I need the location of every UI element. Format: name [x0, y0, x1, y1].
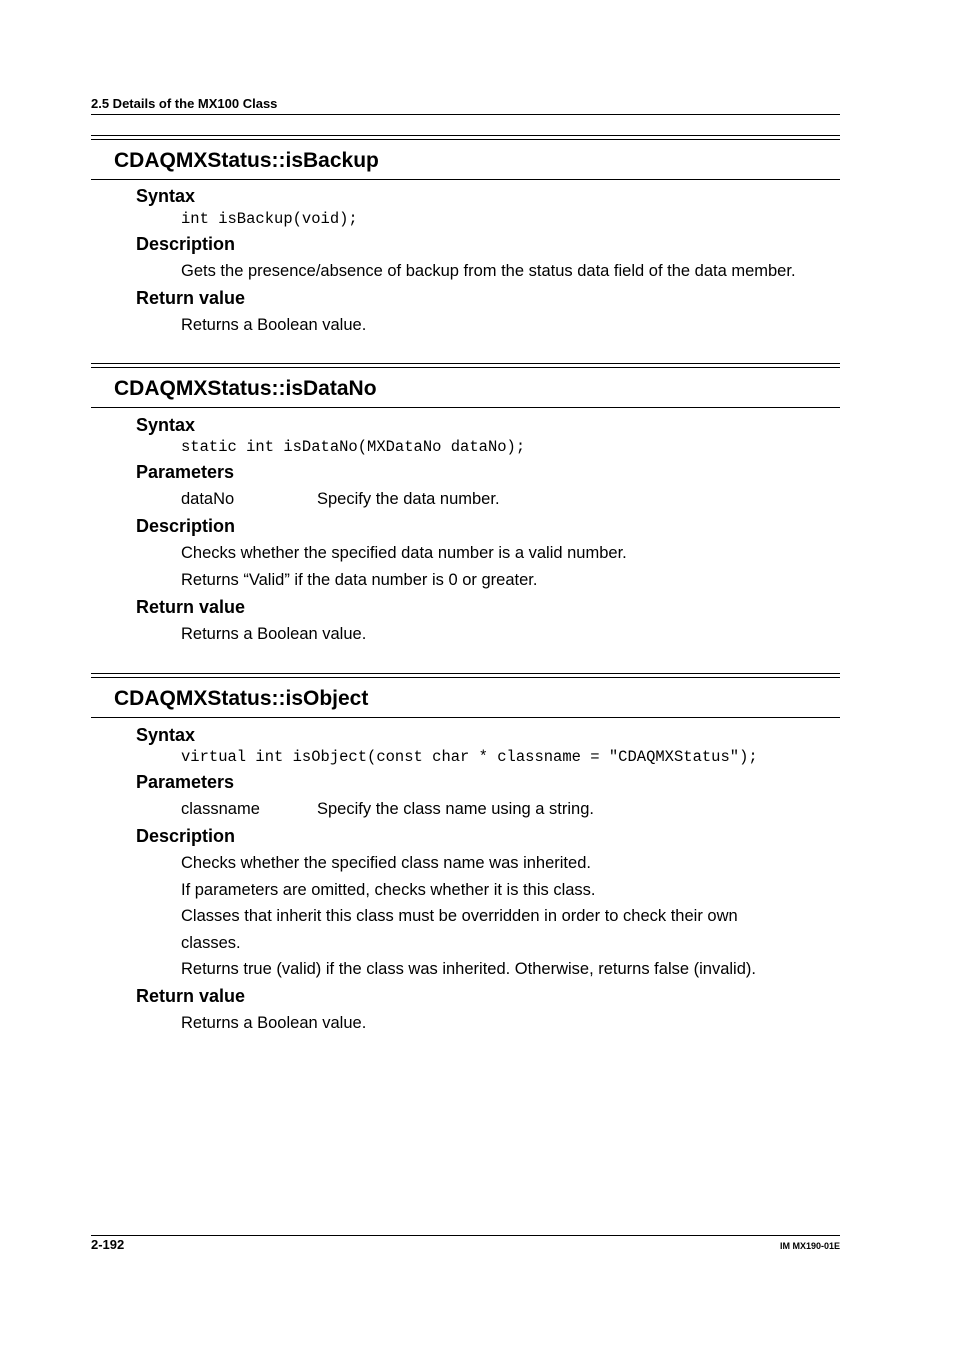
description-text: Checks whether the specified data number is a valid number. — [181, 544, 627, 562]
syntax-code: int isBackup(void); — [181, 210, 358, 228]
syntax-heading: Syntax — [136, 725, 196, 745]
running-header: 2.5 Details of the MX100 Class — [91, 96, 278, 111]
description-text: Classes that inherit this class must be overridden in order to check their own — [181, 907, 738, 925]
syntax-heading: Syntax — [136, 186, 196, 206]
parameter-row — [181, 489, 840, 510]
title-rule — [91, 717, 840, 718]
section-isbackup — [91, 135, 840, 336]
return-value-heading: Return value — [136, 288, 246, 308]
title-rule — [91, 179, 840, 180]
parameter-name: dataNo — [181, 490, 235, 508]
description-heading: Description — [136, 234, 236, 254]
description-text: Checks whether the specified class name was inherited. — [181, 854, 591, 872]
parameters-heading: Parameters — [136, 462, 235, 482]
page-number: 2-192 — [91, 1237, 125, 1252]
parameter-description: Specify the class name using a string. — [317, 800, 594, 818]
description-text: Returns “Valid” if the data number is 0 or greater. — [181, 571, 538, 589]
document-number: IM MX190-01E — [779, 1241, 840, 1251]
section-rule — [91, 135, 840, 140]
description-heading: Description — [136, 516, 236, 536]
return-value-heading: Return value — [136, 597, 246, 617]
description-text: Gets the presence/absence of backup from the status data field of the data member. — [181, 262, 796, 280]
section-title: CDAQMXStatus::isObject — [114, 687, 369, 710]
return-value-text: Returns a Boolean value. — [181, 1014, 367, 1032]
parameters-heading: Parameters — [136, 772, 235, 792]
description-text: If parameters are omitted, checks whether it is this class. — [181, 881, 596, 899]
title-rule — [91, 407, 840, 408]
description-text: Returns true (valid) if the class was inherited. Otherwise, returns false (invalid). — [181, 960, 756, 978]
syntax-heading: Syntax — [136, 415, 196, 435]
description-text: classes. — [181, 934, 241, 952]
return-value-text: Returns a Boolean value. — [181, 625, 367, 643]
section-rule — [91, 673, 840, 678]
section-isobject — [91, 673, 840, 1034]
parameter-description: Specify the data number. — [317, 490, 500, 508]
parameter-row — [181, 799, 840, 820]
section-isdatano — [91, 363, 840, 645]
return-value-heading: Return value — [136, 986, 246, 1006]
header-rule — [91, 114, 840, 115]
syntax-code: virtual int isObject(const char * classname = "CDAQMXStatus"); — [181, 748, 758, 766]
return-value-text: Returns a Boolean value. — [181, 316, 367, 334]
section-title: CDAQMXStatus::isDataNo — [114, 377, 377, 400]
description-heading: Description — [136, 826, 236, 846]
syntax-code: static int isDataNo(MXDataNo dataNo); — [181, 438, 526, 456]
parameter-name: classname — [181, 800, 260, 818]
footer-rule — [91, 1235, 840, 1236]
section-title: CDAQMXStatus::isBackup — [114, 149, 379, 172]
section-rule — [91, 363, 840, 368]
